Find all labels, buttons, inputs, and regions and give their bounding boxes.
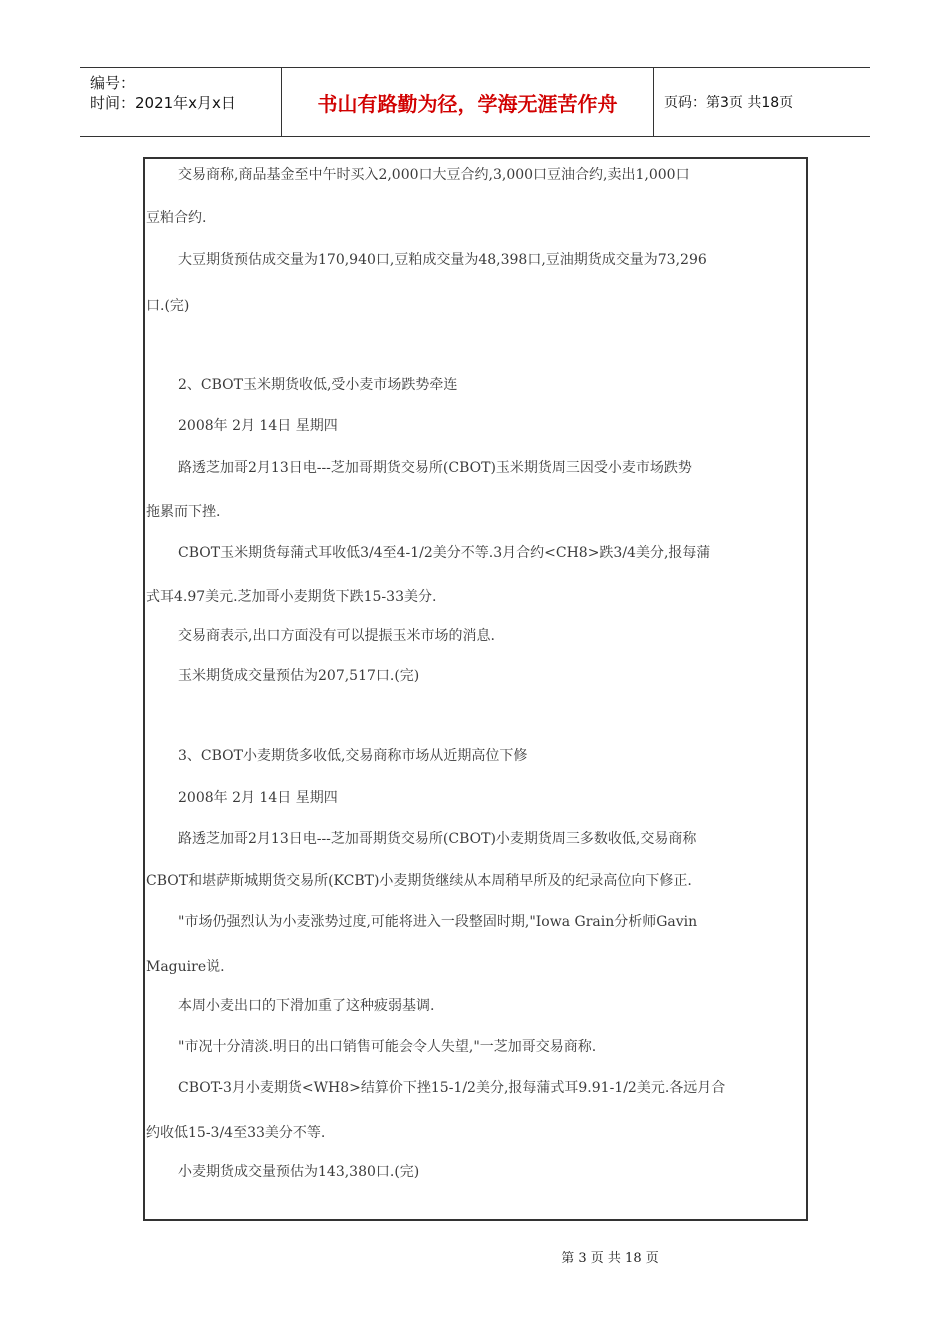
text-line: 大豆期货预估成交量为170,940口,豆粕成交量为48,398口,豆油期货成交量为73,296	[178, 252, 707, 268]
date-line: 2008年 2月 14日 星期四	[178, 418, 338, 434]
text-line: 本周小麦出口的下滑加重了这种疲弱基调.	[178, 998, 435, 1014]
text-line: 式耳4.97美元.芝加哥小麦期货下跌15-33美分.	[146, 589, 437, 605]
text-line: 拖累而下挫.	[146, 504, 221, 520]
header-motto: 书山有路勤为径，学海无涯苦作舟	[282, 68, 654, 136]
text-line: CBOT和堪萨斯城期货交易所(KCBT)小麦期货继续从本周稍早所及的纪录高位向下修正.	[146, 873, 692, 889]
header-meta	[80, 68, 282, 136]
section-heading: 2、CBOT玉米期货收低,受小麦市场跌势牵连	[178, 377, 458, 393]
text-line: 路透芝加哥2月13日电---芝加哥期货交易所(CBOT)小麦期货周三多数收低,交易商称	[178, 831, 697, 847]
text-line: CBOT-3月小麦期货<WH8>结算价下挫15-1/2美分,报每蒲式耳9.91-1/2美元.各远月合	[178, 1080, 726, 1096]
text-line: 口.(完)	[146, 298, 190, 314]
text-line: CBOT玉米期货每蒲式耳收低3/4至4-1/2美分不等.3月合约<CH8>跌3/4美分,报每蒲	[178, 545, 711, 561]
page-header	[80, 67, 870, 137]
section-heading: 3、CBOT小麦期货多收低,交易商称市场从近期高位下修	[178, 748, 528, 764]
time-label: 时间：2021年x月x日	[90, 94, 236, 112]
text-line: 交易商称,商品基金至中午时买入2,000口大豆合约,3,000口豆油合约,卖出1,000口	[178, 167, 690, 183]
date-line: 2008年 2月 14日 星期四	[178, 790, 338, 806]
text-line: "市况十分清淡.明日的出口销售可能会令人失望,"一芝加哥交易商称.	[178, 1039, 597, 1055]
text-line: Maguire说.	[146, 959, 225, 975]
text-line: 路透芝加哥2月13日电---芝加哥期货交易所(CBOT)玉米期货周三因受小麦市场跌势	[178, 460, 692, 476]
text-line: 交易商表示,出口方面没有可以提振玉米市场的消息.	[178, 628, 495, 644]
text-line: 玉米期货成交量预估为207,517口.(完)	[178, 668, 420, 684]
header-page-info: 页码：第3页 共18页	[664, 95, 794, 111]
content-box	[143, 157, 808, 1221]
text-line: 豆粕合约.	[146, 210, 207, 226]
page-footer: 第 3 页 共 18 页	[561, 1251, 659, 1266]
number-label: 编号：	[90, 74, 136, 92]
text-line: 小麦期货成交量预估为143,380口.(完)	[178, 1164, 420, 1180]
text-line: 约收低15-3/4至33美分不等.	[146, 1125, 326, 1141]
text-line: "市场仍强烈认为小麦涨势过度,可能将进入一段整固时期,"Iowa Grain分析师Gavin	[178, 914, 698, 930]
